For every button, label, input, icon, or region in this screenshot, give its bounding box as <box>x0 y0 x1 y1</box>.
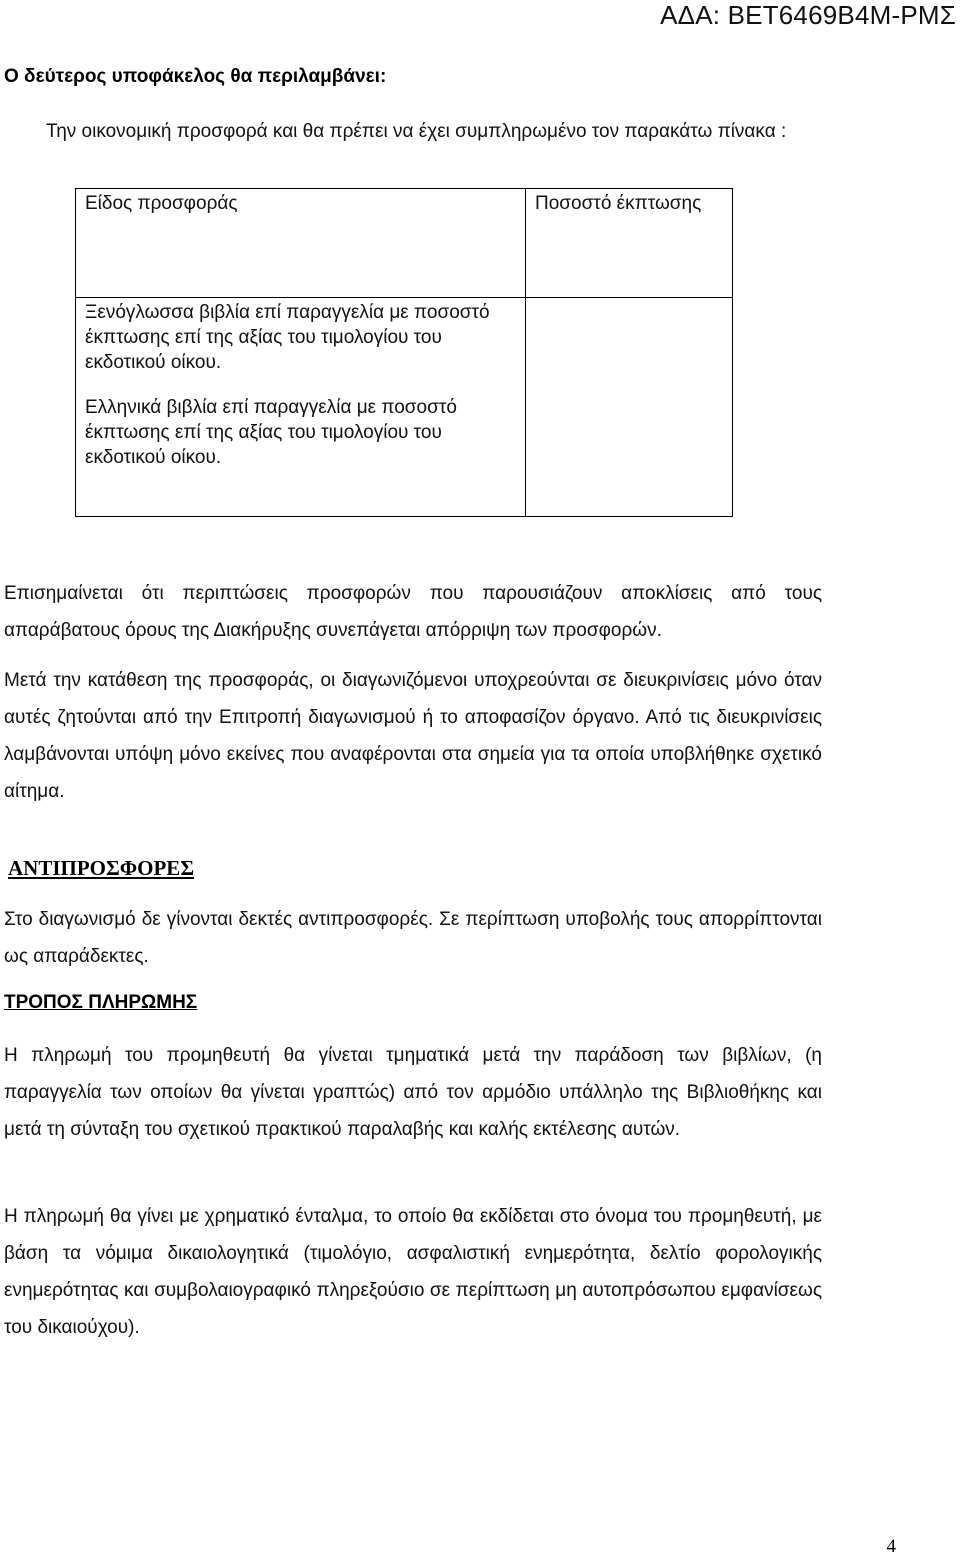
greek-books-item: Ελληνικά βιβλία επί παραγγελία με ποσοστό έκπτωσης επί της αξίας του τιμολογίου του εκδοτικού οίκου. <box>85 397 457 468</box>
header-discount: Ποσοστό έκπτωσης <box>526 189 733 298</box>
foreign-books-item: Ξενόγλωσσα βιβλία επί παραγγελία με ποσοστό έκπτωσης επί της αξίας του τιμολογίου του εκδοτικού οίκου. <box>85 302 490 373</box>
counteroffers-title: ΑΝΤΙΠΡΟΣΦΟΡΕΣ <box>8 856 195 880</box>
payment-text-2: Η πληρωμή θα γίνει με χρηματικό ένταλμα, το οποίο θα εκδίδεται στο όνομα του προμηθευτή, με βάση τα νόμιμα δικαιολογητικά (τιμολόγιο, ασφαλιστική ενημερότητα, δελτίο φορολογικής ενημερότητας και συμβολαιογραφικό πληρεξούσιο σε περίπτωση μη αυτοπρόσωπου εμφανίσεως του δικαιούχου). <box>4 1206 822 1338</box>
ada-identifier: ΑΔΑ: ΒΕΤ6469Β4Μ-ΡΜΣ <box>660 0 956 30</box>
deviations-paragraph: Επισημαίνεται ότι περιπτώσεις προσφορών που παρουσιάζουν αποκλίσεις από τους απαράβατους όρους της Διακήρυξης συνεπάγεται απόρριψη των προσφορών. <box>4 583 822 641</box>
discount-input-cell[interactable] <box>526 298 733 517</box>
section-heading: Ο δεύτερος υποφάκελος θα περιλαμβάνει: <box>4 66 387 87</box>
intro-text: Την οικονομική προσφορά και θα πρέπει να έχει συμπληρωμένο τον παρακάτω πίνακα : <box>46 121 787 142</box>
table-header-row <box>76 189 733 298</box>
header-offer-type: Είδος προσφοράς <box>76 189 526 298</box>
page-number: 4 <box>886 1536 896 1557</box>
counteroffers-text: Στο διαγωνισμό δε γίνονται δεκτές αντιπροσφορές. Σε περίπτωση υποβολής τους απορρίπτονται ως απαράδεκτες. <box>4 909 822 967</box>
payment-title: ΤΡΟΠΟΣ ΠΛΗΡΩΜΗΣ <box>4 992 198 1013</box>
table-row <box>76 298 733 517</box>
clarifications-paragraph: Μετά την κατάθεση της προσφοράς, οι διαγωνιζόμενοι υποχρεούνται σε διευκρινίσεις μόνο όταν αυτές ζητούνται από την Επιτροπή διαγωνισμού ή το αποφασίζον όργανο. Από τις διευκρινίσεις λαμβάνονται υπόψη μόνο εκείνες που αναφέρονται στα σημεία για τα οποία υποβλήθηκε σχετικό αίτημα. <box>4 670 822 802</box>
offer-table <box>75 188 733 517</box>
payment-text-1: Η πληρωμή του προμηθευτή θα γίνεται τμηματικά μετά την παράδοση των βιβλίων, (η παραγγελία των οποίων θα γίνεται γραπτώς) από τον αρμόδιο υπάλληλο της Βιβλιοθήκης και μετά τη σύνταξη του σχετικού πρακτικού παραλαβής και καλής εκτέλεσης αυτών. <box>4 1045 822 1140</box>
offer-items-cell <box>76 298 526 517</box>
